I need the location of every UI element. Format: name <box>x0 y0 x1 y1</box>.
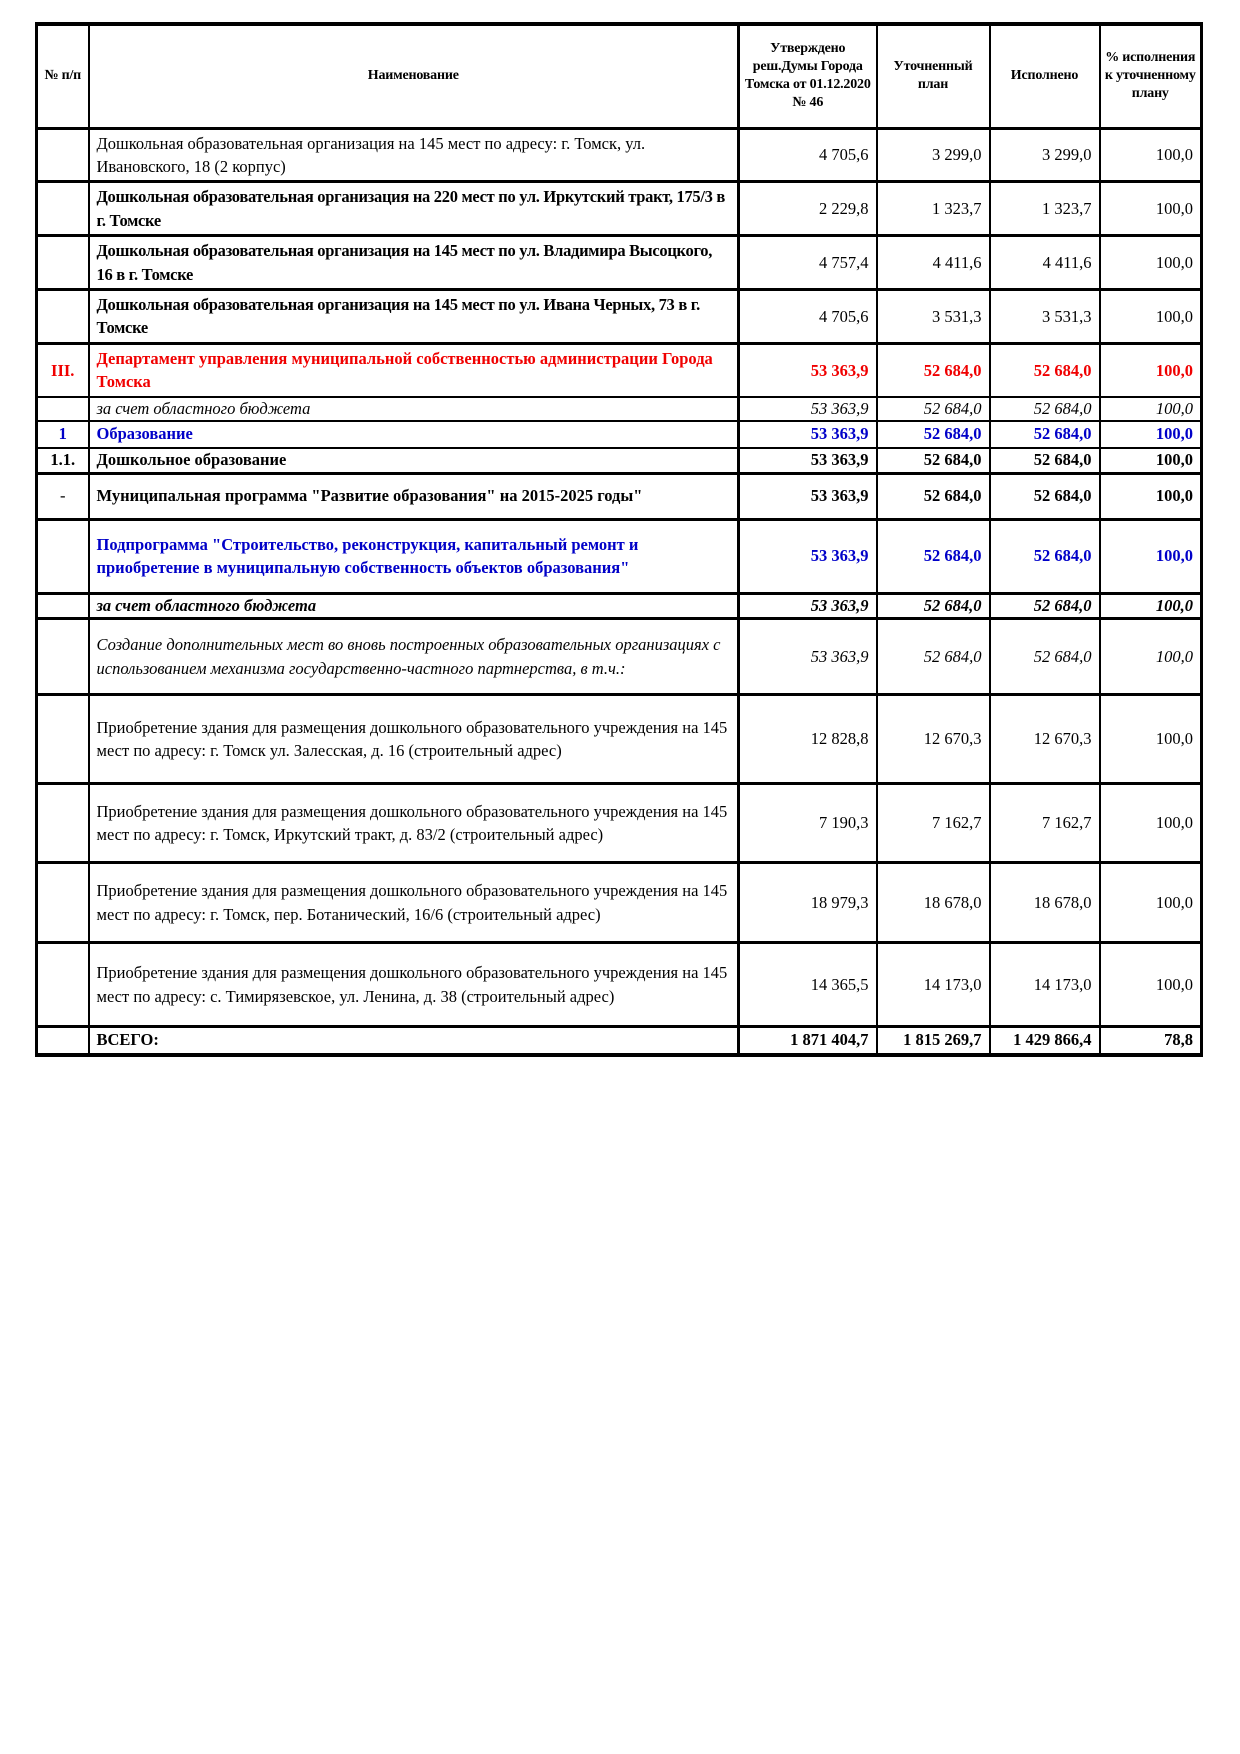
table-row <box>37 182 1202 236</box>
plan-cell: 3 299,0 <box>877 128 990 182</box>
percent-cell: 100,0 <box>1100 473 1202 519</box>
row-number-cell <box>37 519 89 593</box>
name-cell: Дошкольное образование <box>89 448 739 473</box>
executed-cell: 1 429 866,4 <box>990 1027 1100 1055</box>
percent-cell: 100,0 <box>1100 343 1202 396</box>
percent-cell: 100,0 <box>1100 236 1202 290</box>
table-row <box>37 593 1202 618</box>
table-row <box>37 619 1202 695</box>
percent-cell: 100,0 <box>1100 519 1202 593</box>
name-cell: Дошкольная образовательная организация на 220 мест по ул. Иркутский тракт, 175/3 в г. Томске <box>89 182 739 236</box>
approved-cell: 53 363,9 <box>739 619 877 695</box>
table-row <box>37 519 1202 593</box>
executed-cell: 18 678,0 <box>990 863 1100 943</box>
percent-cell: 100,0 <box>1100 619 1202 695</box>
executed-cell: 52 684,0 <box>990 593 1100 618</box>
table-row <box>37 473 1202 519</box>
row-number-cell <box>37 619 89 695</box>
name-cell: Приобретение здания для размещения дошкольного образовательного учреждения на 145 мест по адресу: с. Тимирязевское, ул. Ленина, д. 38 (строительный адрес) <box>89 943 739 1027</box>
table-header-row <box>37 24 1202 128</box>
name-cell: Приобретение здания для размещения дошкольного образовательного учреждения на 145 мест по адресу: г. Томск, пер. Ботанический, 16/6 (строительный адрес) <box>89 863 739 943</box>
plan-cell: 52 684,0 <box>877 397 990 421</box>
name-cell: Подпрограмма "Строительство, реконструкция, капитальный ремонт и приобретение в муниципальную собственность объектов образования" <box>89 519 739 593</box>
approved-cell: 4 757,4 <box>739 236 877 290</box>
name-cell: ВСЕГО: <box>89 1027 739 1055</box>
executed-cell: 14 173,0 <box>990 943 1100 1027</box>
plan-cell: 7 162,7 <box>877 784 990 863</box>
approved-cell: 1 871 404,7 <box>739 1027 877 1055</box>
col-header-executed: Исполнено <box>990 24 1100 128</box>
row-number-cell: - <box>37 473 89 519</box>
table-row <box>37 128 1202 182</box>
row-number-cell <box>37 784 89 863</box>
executed-cell: 52 684,0 <box>990 448 1100 473</box>
plan-cell: 14 173,0 <box>877 943 990 1027</box>
name-cell: за счет областного бюджета <box>89 397 739 421</box>
percent-cell: 100,0 <box>1100 695 1202 784</box>
col-header-approved: Утверждено реш.Думы Города Томска от 01.12.2020 № 46 <box>739 24 877 128</box>
executed-cell: 12 670,3 <box>990 695 1100 784</box>
total-row <box>37 1027 1202 1055</box>
row-number-cell <box>37 943 89 1027</box>
executed-cell: 52 684,0 <box>990 619 1100 695</box>
table-row <box>37 290 1202 344</box>
approved-cell: 53 363,9 <box>739 397 877 421</box>
executed-cell: 52 684,0 <box>990 397 1100 421</box>
table-row <box>37 236 1202 290</box>
plan-cell: 52 684,0 <box>877 519 990 593</box>
approved-cell: 53 363,9 <box>739 473 877 519</box>
percent-cell: 78,8 <box>1100 1027 1202 1055</box>
table-row <box>37 784 1202 863</box>
table-row <box>37 448 1202 473</box>
plan-cell: 1 323,7 <box>877 182 990 236</box>
col-header-percent: % исполнения к уточненному плану <box>1100 24 1202 128</box>
executed-cell: 3 299,0 <box>990 128 1100 182</box>
name-cell: Муниципальная программа "Развитие образования" на 2015-2025 годы" <box>89 473 739 519</box>
plan-cell: 18 678,0 <box>877 863 990 943</box>
percent-cell: 100,0 <box>1100 448 1202 473</box>
approved-cell: 53 363,9 <box>739 593 877 618</box>
approved-cell: 53 363,9 <box>739 343 877 396</box>
plan-cell: 52 684,0 <box>877 593 990 618</box>
name-cell: Дошкольная образовательная организация на 145 мест по адресу: г. Томск, ул. Ивановского, 18 (2 корпус) <box>89 128 739 182</box>
row-number-cell <box>37 236 89 290</box>
percent-cell: 100,0 <box>1100 421 1202 448</box>
percent-cell: 100,0 <box>1100 182 1202 236</box>
plan-cell: 4 411,6 <box>877 236 990 290</box>
row-number-cell <box>37 593 89 618</box>
executed-cell: 3 531,3 <box>990 290 1100 344</box>
approved-cell: 53 363,9 <box>739 519 877 593</box>
name-cell: Создание дополнительных мест во вновь построенных образовательных организациях с использованием механизма государственно-частного партнерства, в т.ч.: <box>89 619 739 695</box>
approved-cell: 53 363,9 <box>739 448 877 473</box>
plan-cell: 12 670,3 <box>877 695 990 784</box>
name-cell: Дошкольная образовательная организация на 145 мест по ул. Владимира Высоцкого, 16 в г. Томске <box>89 236 739 290</box>
executed-cell: 52 684,0 <box>990 343 1100 396</box>
executed-cell: 52 684,0 <box>990 519 1100 593</box>
percent-cell: 100,0 <box>1100 943 1202 1027</box>
row-number-cell <box>37 128 89 182</box>
approved-cell: 18 979,3 <box>739 863 877 943</box>
approved-cell: 12 828,8 <box>739 695 877 784</box>
table-row <box>37 421 1202 448</box>
approved-cell: 4 705,6 <box>739 290 877 344</box>
approved-cell: 2 229,8 <box>739 182 877 236</box>
approved-cell: 4 705,6 <box>739 128 877 182</box>
col-header-num: № п/п <box>37 24 89 128</box>
col-header-name: Наименование <box>89 24 739 128</box>
plan-cell: 52 684,0 <box>877 448 990 473</box>
row-number-cell <box>37 863 89 943</box>
name-cell: Приобретение здания для размещения дошкольного образовательного учреждения на 145 мест по адресу: г. Томск, Иркутский тракт, д. 83/2 (строительный адрес) <box>89 784 739 863</box>
row-number-cell <box>37 290 89 344</box>
percent-cell: 100,0 <box>1100 593 1202 618</box>
row-number-cell: 1 <box>37 421 89 448</box>
plan-cell: 52 684,0 <box>877 473 990 519</box>
row-number-cell <box>37 695 89 784</box>
name-cell: Образование <box>89 421 739 448</box>
table-row <box>37 343 1202 396</box>
approved-cell: 7 190,3 <box>739 784 877 863</box>
percent-cell: 100,0 <box>1100 128 1202 182</box>
budget-execution-table <box>35 22 1203 1057</box>
name-cell: Дошкольная образовательная организация на 145 мест по ул. Ивана Черных, 73 в г. Томске <box>89 290 739 344</box>
row-number-cell <box>37 397 89 421</box>
executed-cell: 7 162,7 <box>990 784 1100 863</box>
plan-cell: 52 684,0 <box>877 343 990 396</box>
table-row <box>37 397 1202 421</box>
plan-cell: 52 684,0 <box>877 619 990 695</box>
table-row <box>37 863 1202 943</box>
plan-cell: 52 684,0 <box>877 421 990 448</box>
percent-cell: 100,0 <box>1100 863 1202 943</box>
row-number-cell <box>37 1027 89 1055</box>
plan-cell: 1 815 269,7 <box>877 1027 990 1055</box>
row-number-cell: III. <box>37 343 89 396</box>
col-header-plan: Уточненный план <box>877 24 990 128</box>
executed-cell: 52 684,0 <box>990 473 1100 519</box>
percent-cell: 100,0 <box>1100 290 1202 344</box>
name-cell: Приобретение здания для размещения дошкольного образовательного учреждения на 145 мест по адресу: г. Томск ул. Залесская, д. 16 (строительный адрес) <box>89 695 739 784</box>
name-cell: за счет областного бюджета <box>89 593 739 618</box>
executed-cell: 52 684,0 <box>990 421 1100 448</box>
table-row <box>37 695 1202 784</box>
row-number-cell: 1.1. <box>37 448 89 473</box>
approved-cell: 14 365,5 <box>739 943 877 1027</box>
name-cell: Департамент управления муниципальной собственностью администрации Города Томска <box>89 343 739 396</box>
executed-cell: 4 411,6 <box>990 236 1100 290</box>
plan-cell: 3 531,3 <box>877 290 990 344</box>
percent-cell: 100,0 <box>1100 784 1202 863</box>
executed-cell: 1 323,7 <box>990 182 1100 236</box>
row-number-cell <box>37 182 89 236</box>
table-row <box>37 943 1202 1027</box>
percent-cell: 100,0 <box>1100 397 1202 421</box>
approved-cell: 53 363,9 <box>739 421 877 448</box>
